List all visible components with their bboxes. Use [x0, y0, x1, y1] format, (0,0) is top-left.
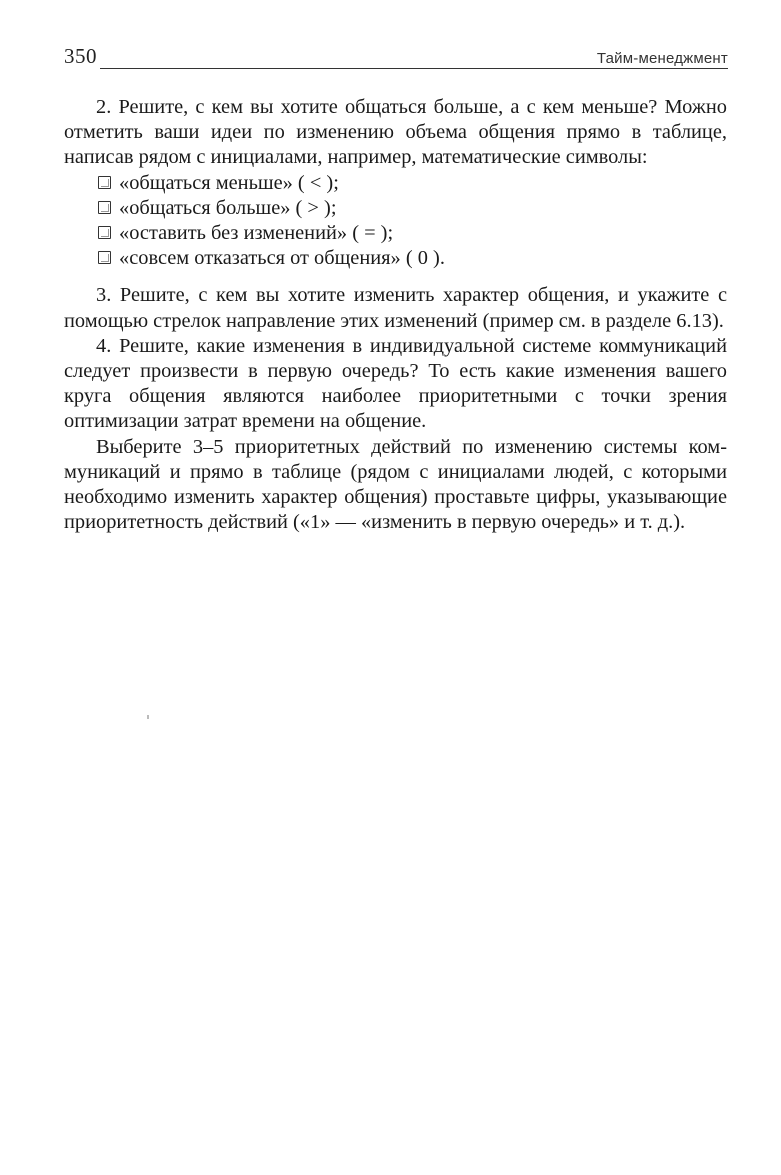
header-rule [100, 68, 728, 69]
list-item [64, 221, 727, 246]
checkbox-icon [98, 226, 111, 239]
list-item [64, 171, 727, 196]
paragraph-step-3: 3. Решите, с кем вы хотите изменить характер общения, и укажите с помощью стрелок направление этих изменений (пример см. в разделе 6.13). [64, 284, 727, 332]
running-title: Тайм-менеджмент [596, 50, 728, 67]
paragraph-choose-actions: Выберите 3–5 приоритетных действий по изменению системы коммуникаций и прямо в таблице (рядом с инициалами людей, с которыми необходимо изменить характер общения) проставьте цифры, указывающие приоритетность действий («1» — «изменить в первую очередь» и т. д.). [64, 435, 727, 534]
scan-speck [147, 715, 149, 719]
list-item-text: «общаться больше» ( > ); [119, 196, 337, 219]
page-body [64, 95, 727, 535]
symbol-list [64, 171, 727, 272]
list-item [64, 196, 727, 221]
paragraph-step-4: 4. Решите, какие изменения в индивидуальной системе коммуникаций следует произвести в первую очередь? То есть какие изменения вашего круга общения являются наиболее приоритетными с точки зрения оптимизации затрат времени на общение. [64, 334, 727, 433]
checkbox-icon [98, 201, 111, 214]
list-item-text: «совсем отказаться от общения» ( 0 ). [119, 247, 445, 270]
page-number: 350 [64, 44, 97, 68]
list-item [64, 246, 727, 271]
paragraph-step-2: 2. Решите, с кем вы хотите общаться больше, а с кем меньше? Можно отметить ваши идеи по изменению объема общения прямо в таблице, написав рядом с инициалами, например, математические символы: [64, 96, 727, 169]
running-head [64, 44, 728, 72]
checkbox-icon [98, 251, 111, 264]
list-item-text: «оставить без изменений» ( = ); [119, 222, 394, 245]
checkbox-icon [98, 176, 111, 189]
list-item-text: «общаться меньше» ( < ); [119, 171, 339, 194]
